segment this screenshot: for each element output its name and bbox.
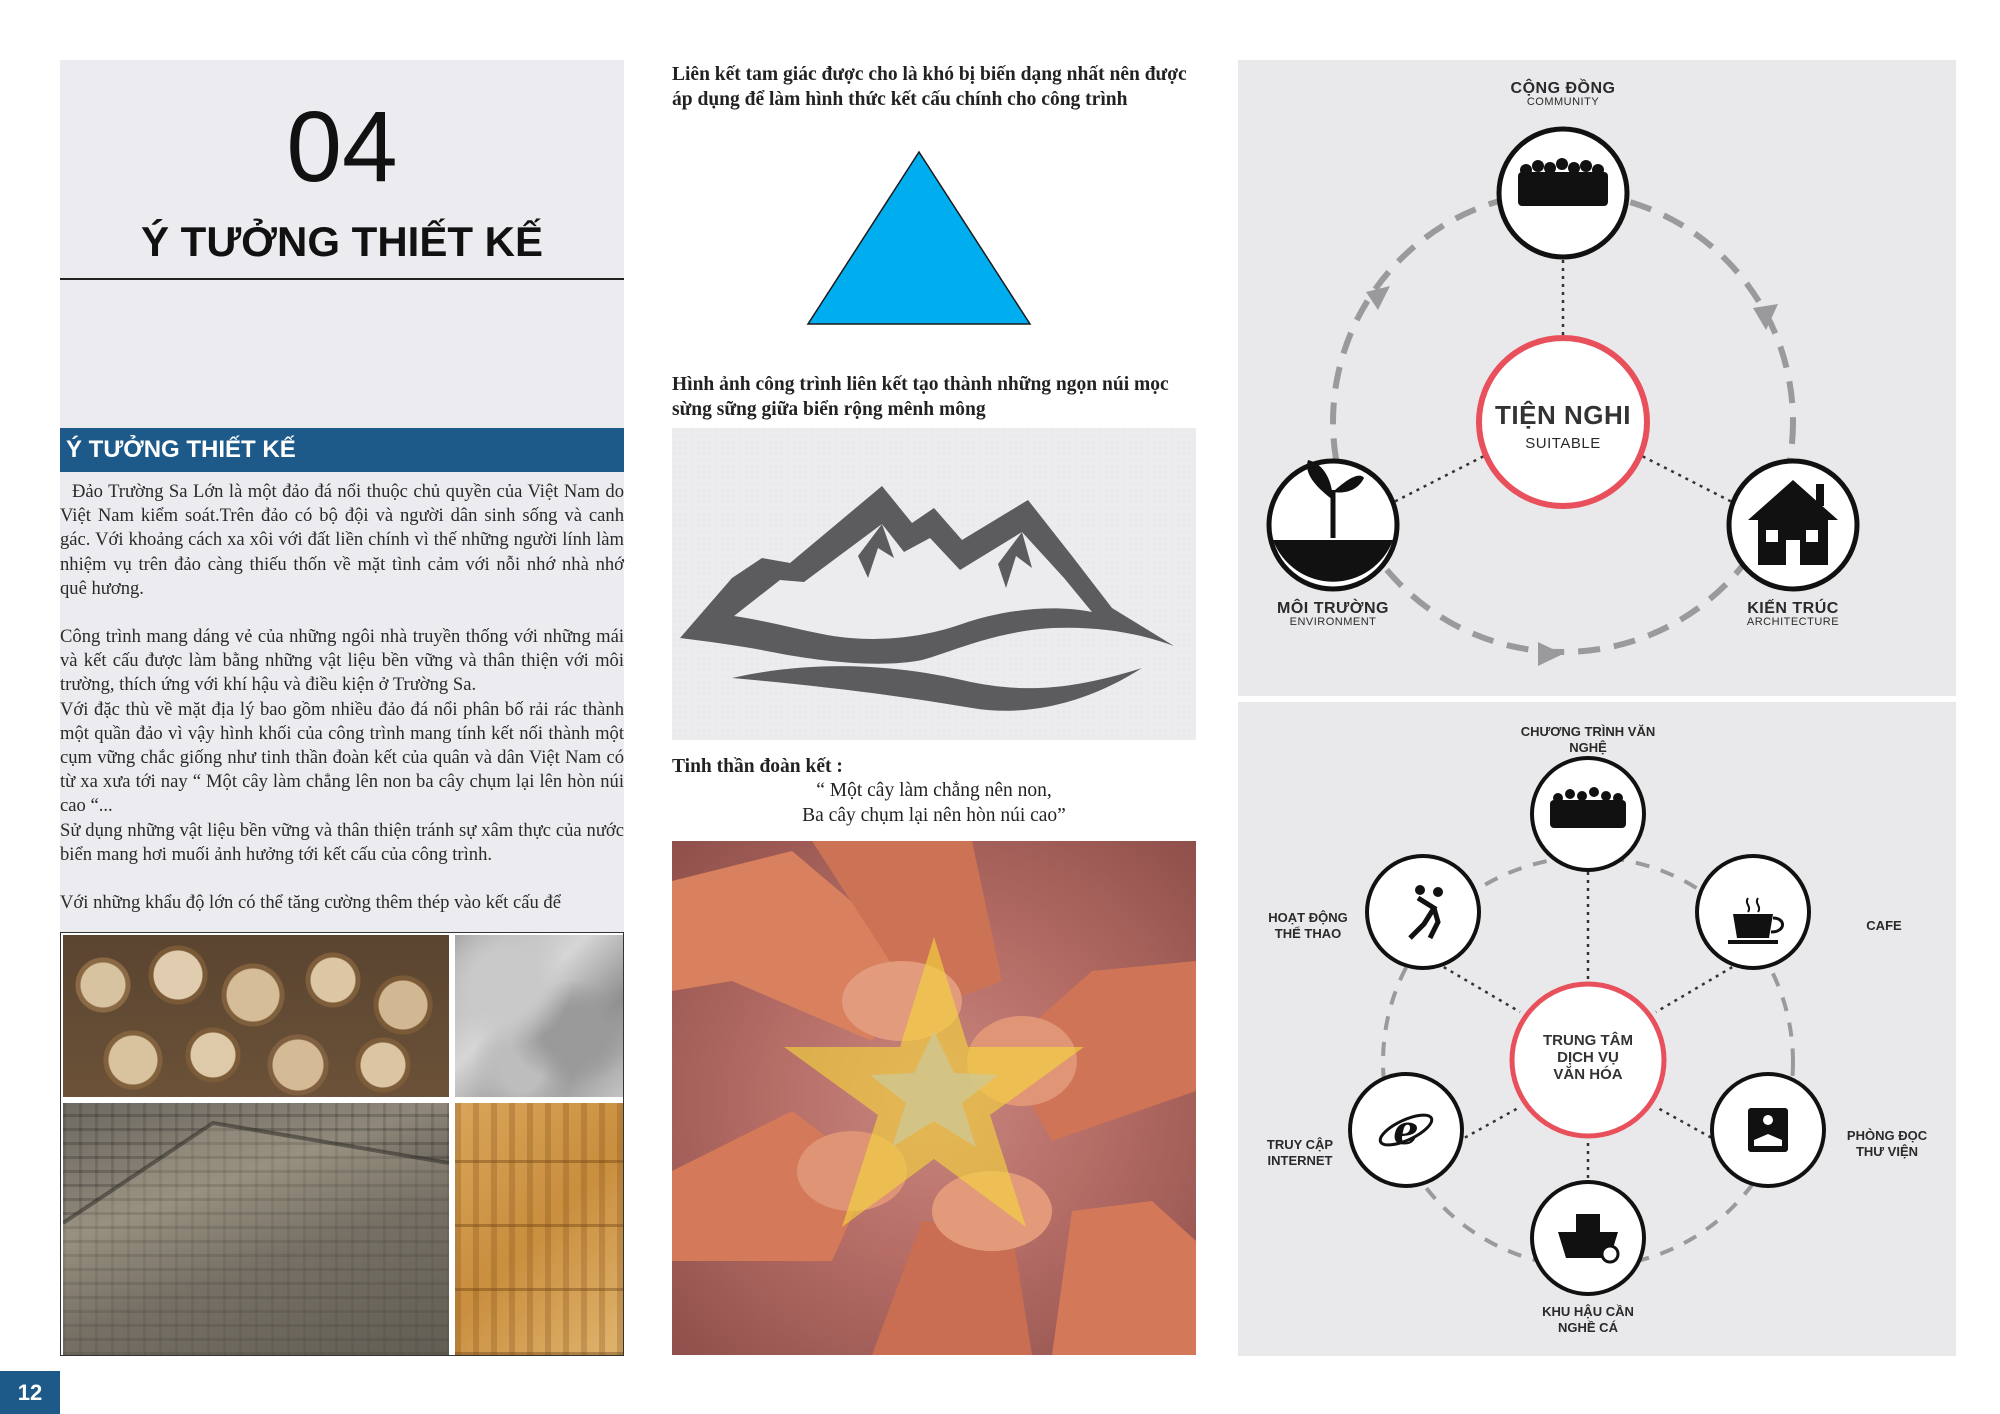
community-label-sub: COMMUNITY	[1526, 96, 1600, 108]
paragraph-2: Công trình mang dáng vẻ của những ngôi nhà truyền thống với những mái và kết cấu được làm bằng những vật liệu bền vững và thân thiện với môi trường, thích ứng với khí hậu và điều kiện ở Trường Sa.	[60, 626, 624, 696]
sports-label-line-2: THỂ THAO	[1274, 926, 1342, 941]
stone-roof-photo	[63, 1103, 449, 1355]
page-number: 12	[0, 1371, 60, 1414]
mountain-illustration	[672, 428, 1196, 740]
paragraph-5: Với những khẩu độ lớn có thể tăng cường thêm thép vào kết cấu để	[60, 892, 561, 914]
triangle-caption: Liên kết tam giác được cho là khó bị biến dạng nhất nên được áp dụng để làm hình thức kết cấu chính cho công trình	[672, 64, 1187, 110]
cafe-label: CAFE	[1866, 918, 1902, 933]
sports-label-line-1: HOẠT ĐỘNG	[1268, 910, 1348, 925]
comfort-center-label	[1463, 400, 1663, 452]
community-label	[1463, 80, 1663, 108]
community-label-main: CỘNG ĐỒNG	[1510, 80, 1616, 97]
architecture-label-sub: ARCHITECTURE	[1746, 616, 1840, 628]
architecture-label	[1708, 600, 1878, 628]
internet-label-line-1: TRUY CẬP	[1266, 1137, 1334, 1152]
hands-star-image	[672, 841, 1196, 1355]
environment-label-sub: ENVIRONMENT	[1289, 616, 1377, 628]
svg-text:e: e	[1393, 1107, 1419, 1154]
chapter-number: 04	[286, 91, 398, 203]
section-heading: Ý TƯỞNG THIẾT KẾ	[60, 428, 624, 472]
arts-program-label	[1488, 724, 1688, 756]
bamboo-panel-photo	[455, 1103, 623, 1355]
timber-logs-photo	[63, 935, 449, 1097]
fishery-label-line-2: NGHỀ CÁ	[1558, 1320, 1618, 1335]
fishery-label	[1498, 1304, 1678, 1336]
mountain-icon	[672, 428, 1196, 740]
unity-quote	[672, 778, 1196, 828]
stone-photo	[455, 935, 623, 1097]
center-label-line-1: TRUNG TÂM	[1543, 1032, 1633, 1049]
center-label-line-2: DỊCH VỤ	[1557, 1049, 1619, 1066]
library-label	[1832, 1128, 1942, 1160]
paragraph-4: Sử dụng những vật liệu bền vững và thân thiện tránh sự xâm thực của nước biển mang hơi muối ảnh hưởng tới kết cấu của công trình.	[60, 819, 624, 865]
chapter-title: Ý TƯỞNG THIẾT KẾ	[140, 218, 543, 265]
center-label-line-3: VĂN HÓA	[1553, 1066, 1623, 1083]
comfort-diagram	[1238, 60, 1956, 696]
cultural-center-graphic	[1238, 702, 1956, 1356]
quote-line-2: Ba cây chụm lại nên hòn núi cao”	[802, 805, 1066, 826]
library-label-line-2: THƯ VIỆN	[1855, 1144, 1919, 1159]
cultural-center-label	[1493, 1032, 1683, 1083]
library-label-line-1: PHÒNG ĐỌC	[1846, 1128, 1928, 1143]
internet-label	[1250, 1137, 1350, 1169]
environment-label	[1248, 600, 1418, 628]
paragraph-3: Với đặc thù về mặt địa lý bao gồm nhiều đảo đá nổi phân bố rải rác thành một quần đảo vì vậy hình khối của công trình mang tính kết nối thành một cụm vững chắc giống như tinh thần đoàn kết của quân và dân Việt Nam có từ xa xưa tới nay “ Một cây làm chẳng lên non ba cây chụm lại lên hòn núi cao “...	[60, 698, 624, 817]
paragraph-1: Đảo Trường Sa Lớn là một đảo đá nổi thuộc chủ quyền của Việt Nam do Việt Nam kiểm soát.Trên đảo có bộ đội và người dân sinh sống và canh gác. Với khoảng cách xa xôi với đất liền chính vì thế những người lính làm nhiệm vụ trên đảo càng thiếu thốn về mặt tình cảm với nỗi nhớ nhà nhớ quê hương.	[60, 481, 624, 599]
quote-line-1: “ Một cây làm chẳng nên non,	[816, 780, 1052, 801]
materials-collage	[60, 932, 624, 1356]
arts-program-line-1: CHƯƠNG TRÌNH VĂN	[1520, 724, 1656, 739]
sports-label	[1258, 910, 1358, 942]
architecture-label-main: KIẾN TRÚC	[1747, 600, 1839, 617]
triangle-icon	[806, 150, 1032, 326]
hands-star-photo	[672, 841, 1196, 1355]
title-divider	[60, 278, 624, 280]
environment-label-main: MÔI TRƯỜNG	[1277, 600, 1389, 617]
comfort-label-sub: SUITABLE	[1525, 435, 1601, 452]
comfort-label-main: TIỆN NGHI	[1495, 400, 1631, 430]
arts-program-line-2: NGHỆ	[1569, 740, 1607, 755]
fishery-label-line-1: KHU HẬU CẦN	[1542, 1304, 1634, 1319]
cultural-center-diagram	[1238, 702, 1956, 1356]
internet-label-line-2: INTERNET	[1267, 1153, 1333, 1168]
unity-title: Tinh thần đoàn kết :	[672, 756, 843, 777]
mountain-caption: Hình ảnh công trình liên kết tạo thành những ngọn núi mọc sừng sững giữa biển rộng mênh mông	[672, 374, 1169, 420]
body-text	[60, 480, 624, 915]
roof-shape	[63, 1103, 449, 1355]
